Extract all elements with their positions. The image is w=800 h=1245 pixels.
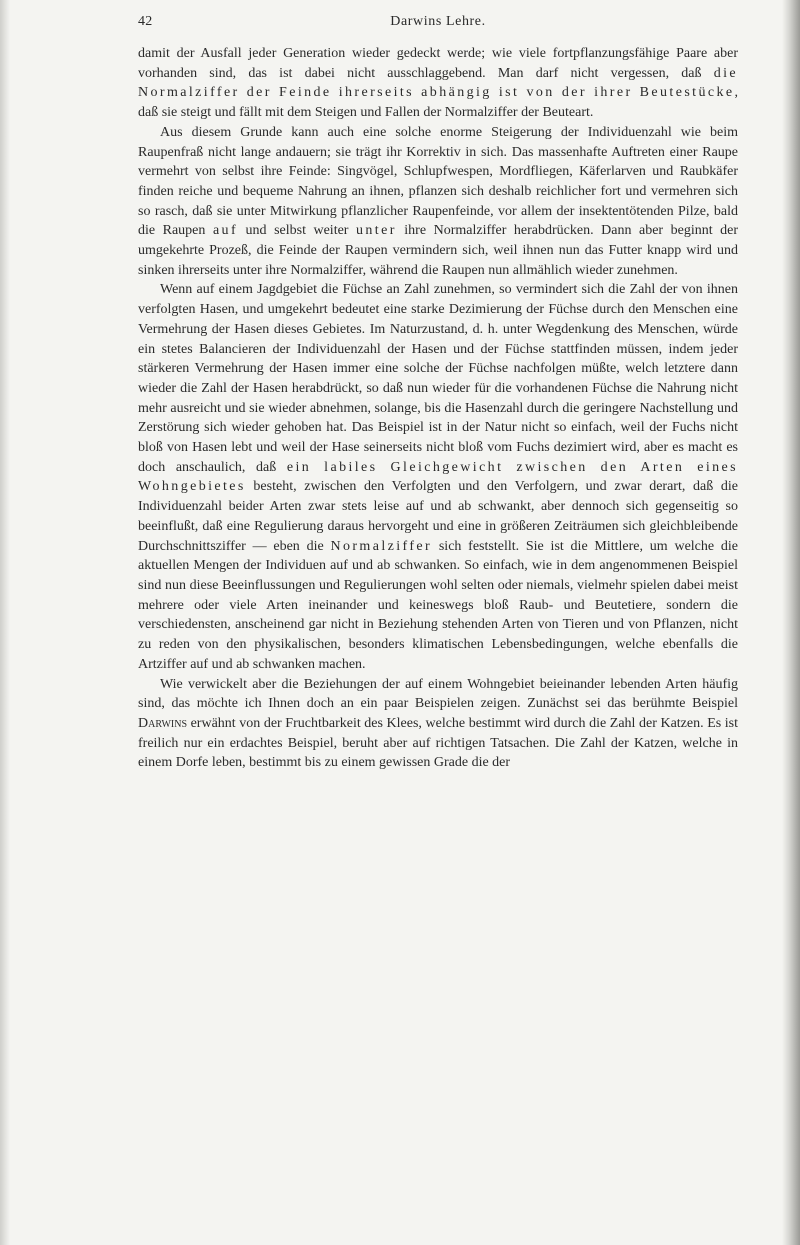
- running-head: Darwins Lehre.: [390, 14, 486, 29]
- page-binding-shadow: [0, 0, 10, 1245]
- text-run: erwähnt von der Fruchtbarkeit des Klees, welche bestimmt wird durch die Zahl der Katzen. Es ist freilich nur ein erdachtes Beispiel, beruht aber auf richtigen Tatsachen. Die Zahl der Katzen, welche in einem Dorfe leben, bestimmt bis zu einem gewissen Grade die der: [138, 715, 738, 771]
- text-run: und selbst weiter: [238, 223, 356, 239]
- emphasized-text: die Normalziffer der Feinde ihrerseits abhängig ist von der ihrer Beutestücke: [138, 65, 738, 101]
- text-run: Aus diesem Grunde kann auch eine solche enorme Steigerung der Individuenzahl wie beim Raupenfraß nicht lange andauern; sie trägt ihr Korrektiv in sich. Das massenhafte Auftreten einer Raupe vermehrt von selbst ihre Feinde: Singvögel, Schlupfwespen, Mordfliegen, Käferlarven und Raubkäfer finden reiche und bequeme Nahrung an ihnen, pflanzen sich deshalb reichlicher fort und vermehren sich so rasch, daß sie unter Mitwirkung pflanzlicher Raupenfeinde, vor allem der insektentötenden Pilze, bald die Raupen: [138, 124, 738, 239]
- emphasized-text: auf: [212, 223, 239, 239]
- small-caps-name: Darwins: [138, 715, 188, 731]
- text-run: damit der Ausfall jeder Generation wieder gedeckt werde; wie viele fortpflanzungsfähige Paare aber vorhanden sind, das ist dabei nicht ausschlaggebend. Man darf nicht vergessen, daß: [138, 46, 738, 81]
- emphasized-text: unter: [356, 223, 397, 239]
- text-run: ihre Normalziffer herabdrücken. Dann aber beginnt der umgekehrte Prozeß, die Feinde der Raupen vermindern sich, weil ihnen nun das Futter knapp wird und sinken ihrerseits unter ihre Normalziffer, während die Raupen nun allmählich wieder zunehmen.: [138, 223, 739, 278]
- paragraph: [138, 675, 738, 774]
- page-number: 42: [138, 14, 153, 29]
- emphasized-text: ein labiles Gleichgewicht zwischen den Arten eines Wohngebietes: [138, 459, 738, 495]
- paragraph: [138, 123, 738, 281]
- text-run: Wenn auf einem Jagdgebiet die Füchse an Zahl zunehmen, so vermindert sich die Zahl der von ihnen verfolgten Hasen, und umgekehrt bedeutet eine starke Dezimierung der Füchse durch den Menschen eine Vermehrung der Hasen dieses Gebietes. Im Naturzustand, d. h. unter Wegdenkung des Menschen, würde ein stetes Balancieren der Individuenzahl der Hasen und der Füchse stattfinden müssen, indem jeder stärkeren Vermehrung der Hasen immer eine solche der Füchse nachfolgen müßte, welch letztere dann wieder die Zahl der Hasen herabdrückt, so daß nun wieder für die vorhandenen Füchse die Nahrung nicht mehr ausreicht und sie wieder abnehmen, solange, bis die Hasenzahl durch die geringere Nachstellung und Zerstörung sich wieder gehoben hat. Das Beispiel ist in der Natur nicht so einfach, weil der Fuchs nicht bloß von Hasen lebt und weil der Hase seinerseits nicht bloß vom Fuchs dezimiert wird, aber es macht es doch anschaulich, daß: [138, 282, 738, 475]
- text-run: , daß sie steigt und fällt mit dem Steigen und Fallen der Normalziffer der Beuteart.: [138, 85, 738, 121]
- emphasized-text: Normalziffer: [330, 538, 433, 554]
- body-text: [138, 44, 738, 773]
- paragraph: [138, 44, 738, 123]
- text-run: besteht, zwischen den Verfolgten und den Verfolgern, und zwar derart, daß die Individuenzahl beider Arten zwar stets leise auf und ab schwankt, aber dennoch sich gegenseitig so beeinflußt, daß eine Regulierung daraus hervorgeht und eine in größeren Zeiträumen sich gleichbleibende Durchschnittsziffer — eben die: [138, 479, 738, 554]
- page-header: [138, 14, 738, 34]
- text-run: Wie verwickelt aber die Beziehungen der auf einem Wohngebiet beieinander lebenden Arten häufig sind, das möchte ich Ihnen doch an ein paar Beispielen zeigen. Zunächst sei das berühmte Beispiel: [138, 676, 738, 712]
- paragraph: [138, 280, 738, 674]
- page-edge-shadow: [782, 0, 800, 1245]
- text-run: sich feststellt. Sie ist die Mittlere, um welche die aktuellen Mengen der Individuen auf und ab schwanken. So einfach, wie in dem angenommenen Beispiel sind nun diese Beeinflussungen und Regulierungen wohl selten oder niemals, vielmehr spielen dabei meist mehrere oder viele Arten ineinander und keineswegs bloß Raub- und Beutetiere, sondern die verschiedensten, anscheinend gar nicht in Beziehung stehenden Arten von Tieren und von Pflanzen, nicht zu reden von den physikalischen, besonders klimatischen Lebensbedingungen, welche ebenfalls die Artziffer auf und ab schwanken machen.: [138, 538, 738, 672]
